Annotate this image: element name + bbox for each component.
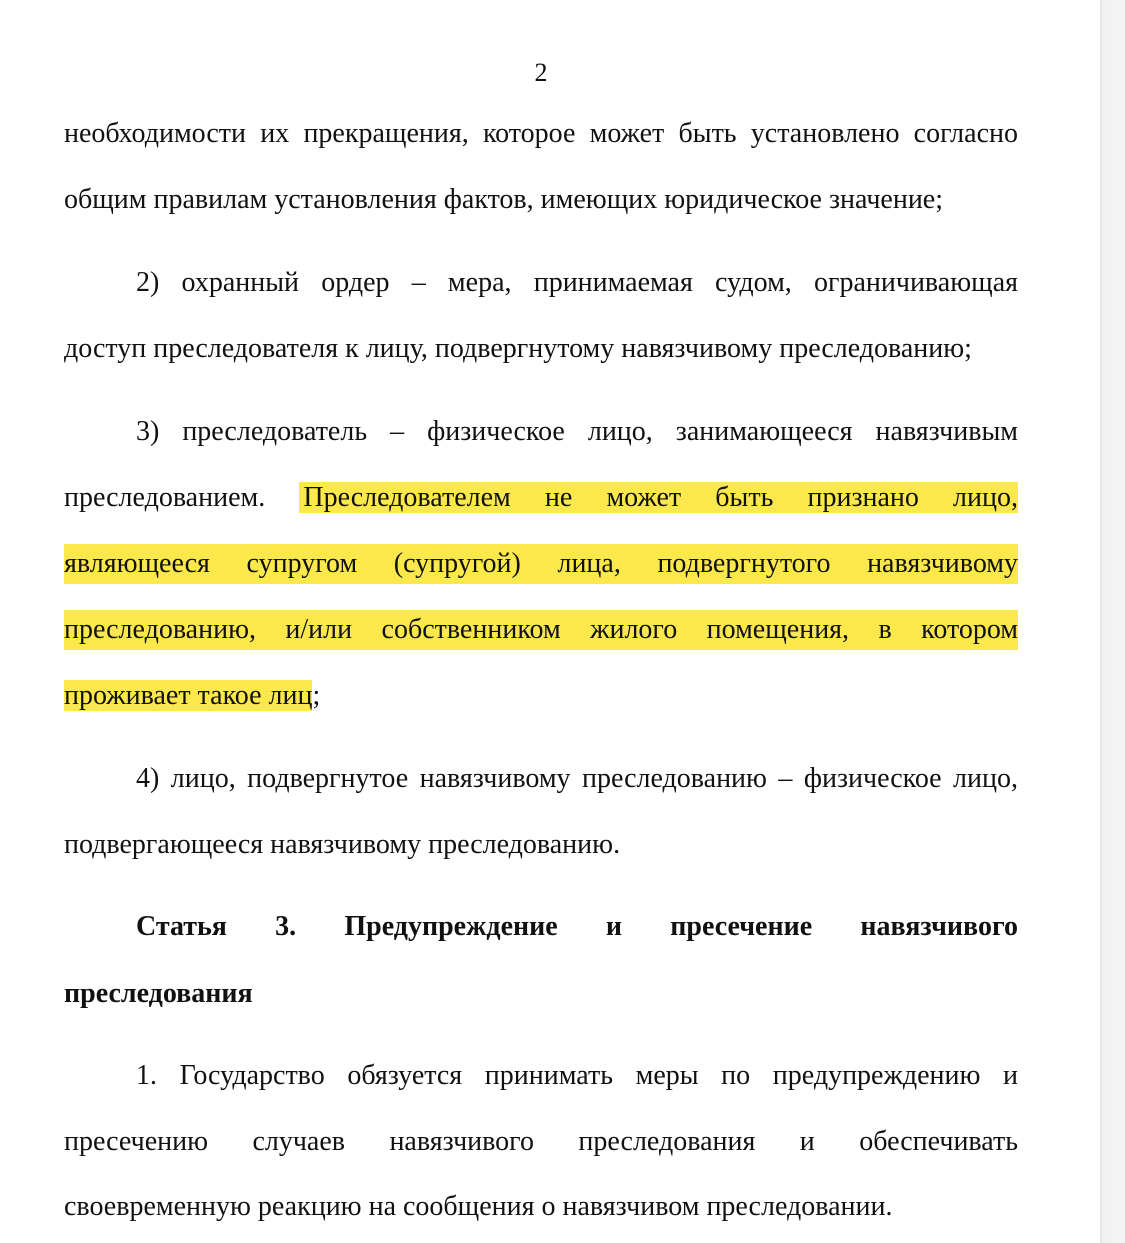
- list-item-2-line: 2) охранный ордер – мера, принимаемая судом, ограничивающая: [136, 267, 1018, 298]
- text-line: необходимости их прекращения, которое может быть установлено согласно: [64, 118, 1018, 149]
- text-line: доступ преследователя к лицу, подвергнутому навязчивому преследованию;: [64, 333, 972, 364]
- text-line: подвергающееся навязчивому преследованию.: [64, 829, 621, 860]
- page-number: 2: [534, 58, 548, 87]
- highlighted-text-line: преследованию, и/или собственником жилого помещения, в котором: [64, 610, 1018, 650]
- article-heading-continuation: преследования: [64, 978, 253, 1009]
- text-segment: преследованием.: [64, 482, 266, 513]
- text-line: общим правилам установления фактов, имеющих юридическое значение;: [64, 184, 944, 215]
- text-line: пресечению случаев навязчивого преследования и обеспечивать: [64, 1126, 1018, 1157]
- list-item-3-line: 3) преследователь – физическое лицо, занимающееся навязчивым: [136, 416, 1018, 447]
- list-item-4-line: 4) лицо, подвергнутое навязчивому преследованию – физическое лицо,: [136, 763, 1018, 794]
- text-line: своевременную реакцию на сообщения о навязчивом преследовании.: [64, 1191, 893, 1222]
- text-line: [64, 478, 1018, 518]
- highlighted-text: проживает такое лиц: [64, 680, 313, 711]
- highlighted-text: Преследователем не может быть признано лицо,: [299, 482, 1018, 513]
- text-line: [64, 676, 1018, 716]
- article-heading: Статья 3. Предупреждение и пресечение навязчивого: [136, 911, 1018, 942]
- text-segment: ;: [312, 680, 321, 711]
- scrollbar-track[interactable]: [1100, 0, 1125, 1243]
- paragraph-1-line: 1. Государство обязуется принимать меры по предупреждению и: [136, 1060, 1018, 1091]
- highlighted-text-line: являющееся супругом (супругой) лица, подвергнутого навязчивому: [64, 544, 1018, 584]
